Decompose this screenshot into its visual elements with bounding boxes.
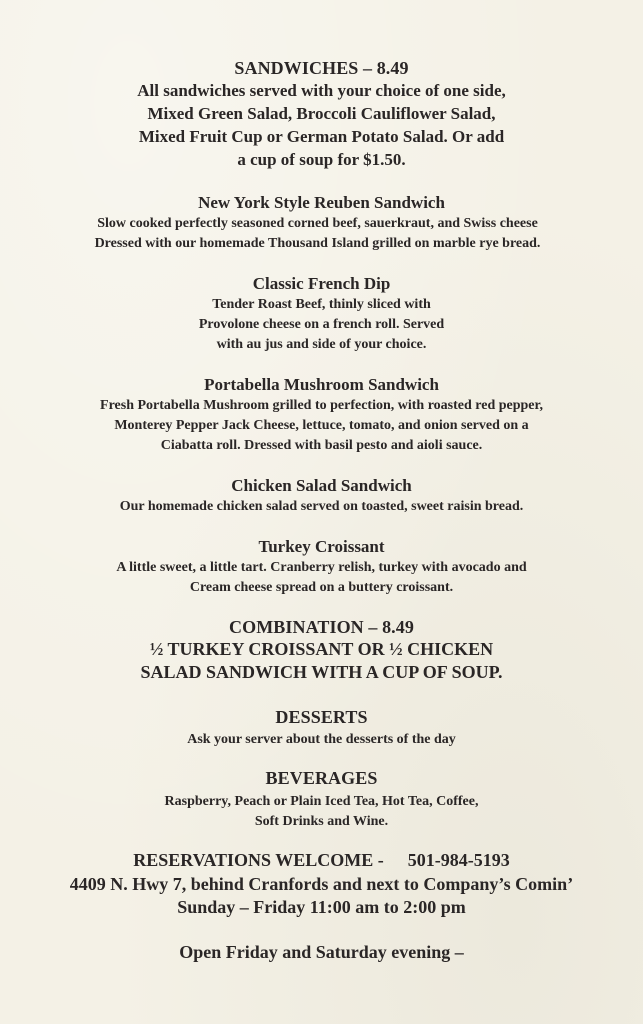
item-desc-french-dip: Provolone cheese on a french roll. Served <box>198 317 445 332</box>
item-desc-portabella: Fresh Portabella Mushroom grilled to perfection, with roasted red pepper, <box>100 398 543 413</box>
combination-line: ½ TURKEY CROISSANT OR ½ CHICKEN <box>149 639 494 659</box>
address-line: 4409 N. Hwy 7, behind Cranfords and next to Company’s Comin’ <box>69 874 574 894</box>
item-desc-reuben: Dressed with our homemade Thousand Island grilled on marble rye bread. <box>94 236 541 251</box>
item-desc-reuben: Slow cooked perfectly seasoned corned beef, sauerkraut, and Swiss cheese <box>97 216 538 231</box>
item-title-reuben: New York Style Reuben Sandwich <box>198 193 445 212</box>
beverages-heading: BEVERAGES <box>265 768 378 788</box>
item-desc-french-dip: with au jus and side of your choice. <box>216 337 427 352</box>
phone-number: 501-984-5193 <box>407 850 510 870</box>
desserts-heading: DESSERTS <box>275 707 368 727</box>
combination-line: SALAD SANDWICH WITH A CUP OF SOUP. <box>140 662 503 682</box>
item-desc-turkey-croissant: A little sweet, a little tart. Cranberry relish, turkey with avocado and <box>116 560 527 575</box>
reservations-line <box>0 850 643 871</box>
item-title-chicken-salad: Chicken Salad Sandwich <box>231 476 412 495</box>
item-desc-chicken-salad: Our homemade chicken salad served on toasted, sweet raisin bread. <box>119 499 524 514</box>
sandwiches-intro-line: a cup of soup for $1.50. <box>237 150 406 169</box>
sandwiches-intro-line: Mixed Green Salad, Broccoli Cauliflower Salad, <box>147 104 496 123</box>
hours-line: Sunday – Friday 11:00 am to 2:00 pm <box>177 897 466 917</box>
beverages-desc: Raspberry, Peach or Plain Iced Tea, Hot Tea, Coffee, <box>164 794 479 809</box>
item-title-turkey-croissant: Turkey Croissant <box>258 537 385 556</box>
item-desc-turkey-croissant: Cream cheese spread on a buttery croissant. <box>189 580 454 595</box>
sandwiches-intro-line: Mixed Fruit Cup or German Potato Salad. Or add <box>138 127 505 146</box>
sandwiches-intro-line: All sandwiches served with your choice of one side, <box>137 81 506 100</box>
reservations-label: RESERVATIONS WELCOME - <box>133 850 384 870</box>
item-desc-french-dip: Tender Roast Beef, thinly sliced with <box>212 297 431 312</box>
evening-line: Open Friday and Saturday evening – <box>179 942 464 962</box>
combination-heading: COMBINATION – 8.49 <box>229 617 414 637</box>
beverages-desc: Soft Drinks and Wine. <box>254 814 389 829</box>
item-title-french-dip: Classic French Dip <box>252 274 391 293</box>
item-desc-portabella: Ciabatta roll. Dressed with basil pesto and aioli sauce. <box>160 438 483 453</box>
sandwiches-heading: SANDWICHES – 8.49 <box>234 58 409 78</box>
item-desc-portabella: Monterey Pepper Jack Cheese, lettuce, tomato, and onion served on a <box>114 418 529 433</box>
desserts-desc: Ask your server about the desserts of the day <box>187 732 456 747</box>
item-title-portabella: Portabella Mushroom Sandwich <box>204 375 439 394</box>
